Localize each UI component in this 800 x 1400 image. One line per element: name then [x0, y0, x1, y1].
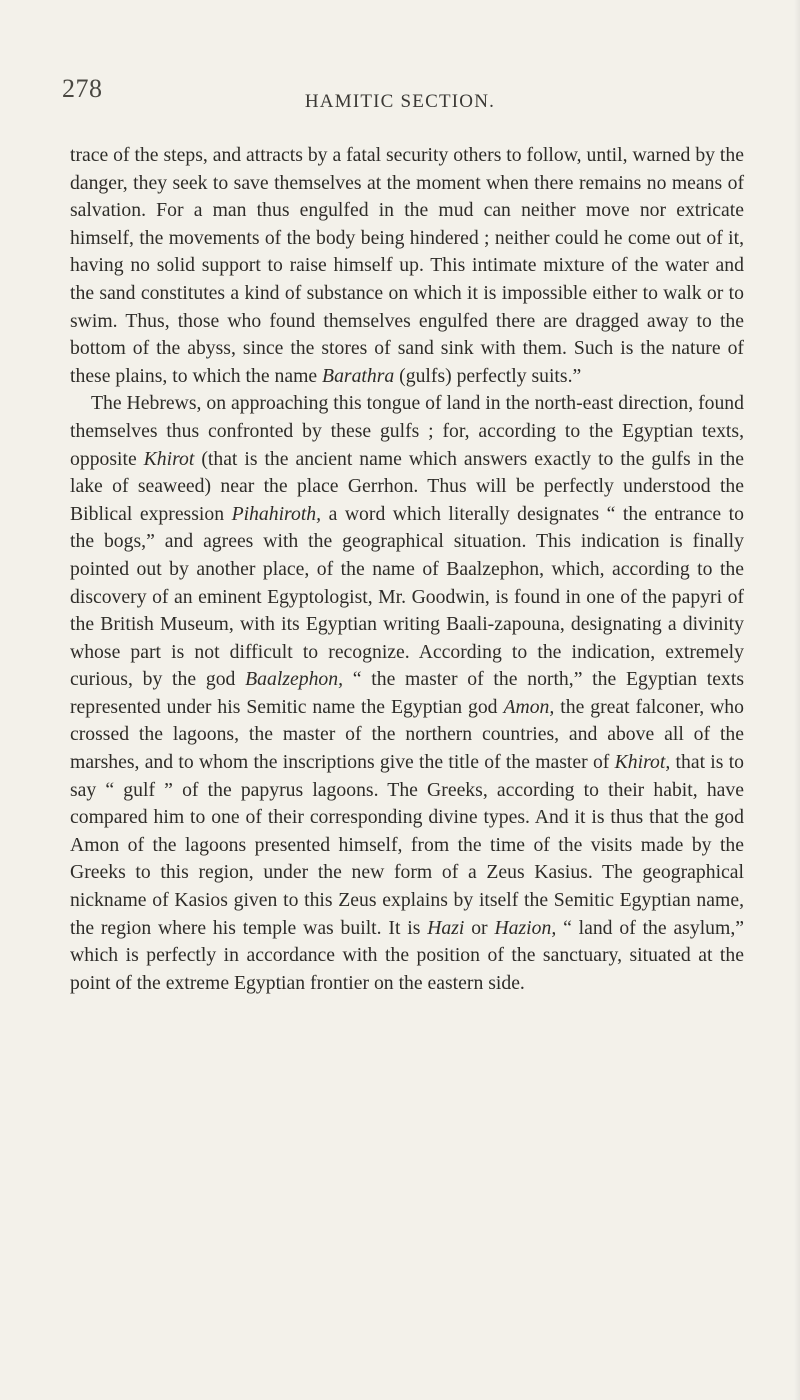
- text-segment: The Hebrews, on approaching this tongue of land in the north-east direction, found themselves thus confronted by these gulfs ; for, according to the Egyptian texts, opposite: [70, 392, 744, 470]
- page-edge-shadow: [794, 0, 800, 1400]
- italic-term: Barathra: [322, 364, 395, 387]
- italic-term: Hazion,: [494, 916, 557, 939]
- paragraph-2: [70, 390, 744, 997]
- body-text: [70, 142, 744, 997]
- italic-term: Baalzephon,: [245, 668, 344, 691]
- text-segment: “ the master of the north,” the Egyptian texts represented under his Semitic name the Egyptian god: [70, 668, 744, 718]
- italic-term: Khirot: [143, 447, 195, 470]
- text-segment: (gulfs) perfectly suits.”: [394, 364, 582, 387]
- italic-term: Amon,: [503, 695, 555, 718]
- paragraph-1: [70, 142, 744, 390]
- text-segment: a word which literally designates “ the entrance to the bogs,” and agrees with the geographical situation. This indication is finally pointed out by another place, of the name of Baalzephon, which, according to the discovery of an eminent Egyptologist, Mr. Goodwin, is found in one of the papyri of the British Museum, with its Egyptian writing Baali-zapouna, designating a divinity whose part is not difficult to recognize. According to the indication, extremely curious, by the god: [70, 502, 744, 691]
- italic-term: Pihahiroth,: [231, 502, 322, 525]
- text-segment: trace of the steps, and attracts by a fatal security others to follow, until, warned by the danger, they seek to save themselves at the moment when there remains no means of salvation. For a man thus engulfed in the mud can neither move nor extricate himself, the movements of the body being hindered ; neither could he come out of it, having no solid support to raise himself up. This intimate mixture of the water and the sand constitutes a kind of substance on which it is impossible either to walk or to swim. Thus, those who found themselves engulfed there are dragged away to the bottom of the abyss, since the stores of sand sink with them. Such is the nature of these plains, to which the name: [70, 144, 744, 387]
- italic-term: Khirot,: [614, 751, 671, 774]
- text-segment: or: [464, 916, 495, 939]
- running-head: HAMITIC SECTION.: [304, 91, 496, 112]
- text-segment: “ land of the asylum,” which is perfectly in accordance with the position of the sanctuary, situated at the point of the extreme Egyptian frontier on the eastern side.: [70, 916, 744, 994]
- text-segment: the great falconer, who crossed the lagoons, the master of the northern countries, and above all of the marshes, and to whom the inscriptions give the title of the master of: [70, 695, 744, 774]
- text-segment: that is to say “ gulf ” of the papyrus lagoons. The Greeks, according to their habit, have compared him to one of their corresponding divine types. And it is thus that the god Amon of the lagoons presented himself, from the time of the visits made by the Greeks to this region, under the new form of a Zeus Kasius. The geographical nickname of Kasios given to this Zeus explains by itself the Semitic Egyptian name, the region where his temple was built. It is: [70, 751, 745, 939]
- page-number: 278: [62, 74, 103, 103]
- italic-term: Hazi: [427, 916, 465, 939]
- text-segment: (that is the ancient name which answers exactly to the gulfs in the lake of seaweed) near the place Gerrhon. Thus will be perfectly understood the Biblical expression: [70, 447, 744, 525]
